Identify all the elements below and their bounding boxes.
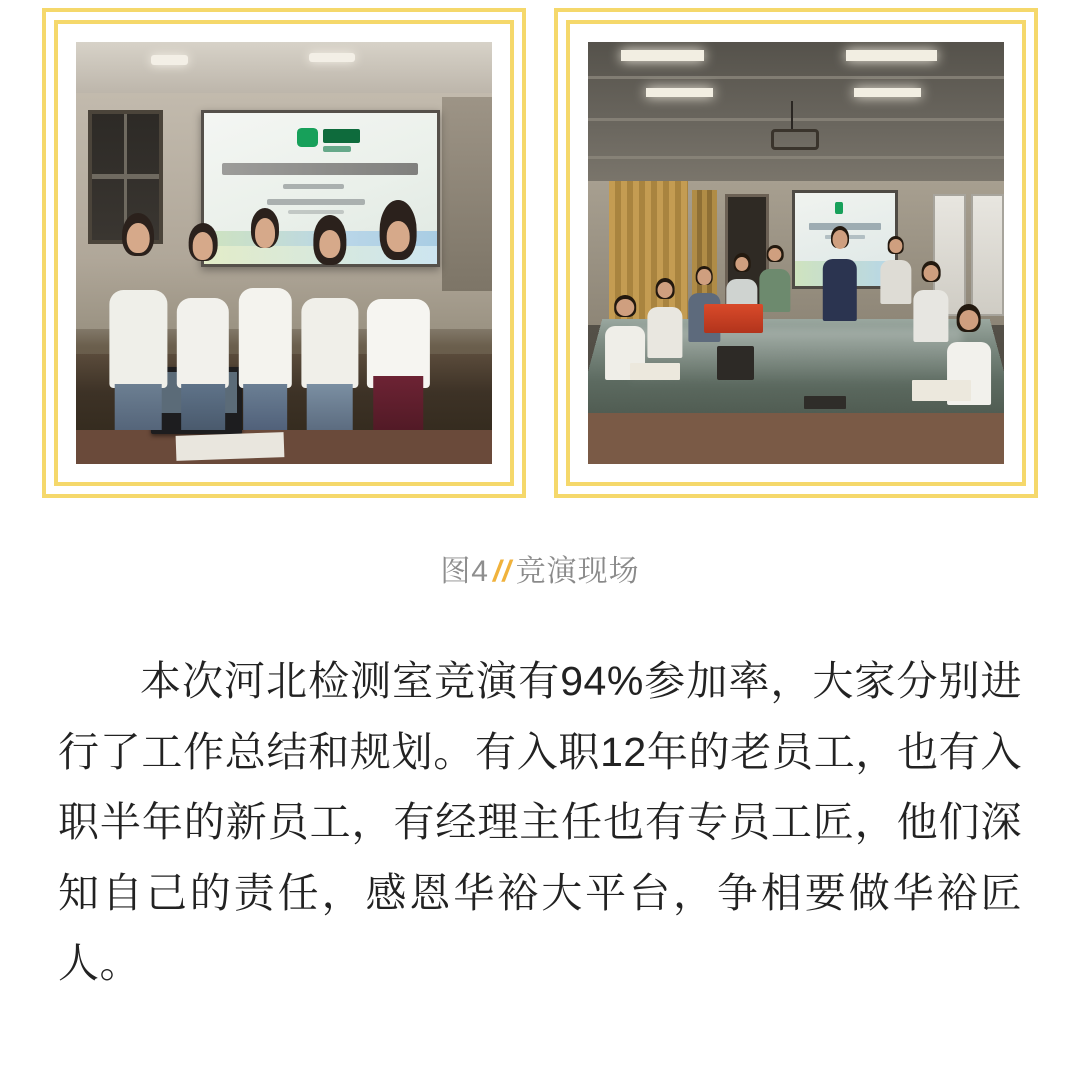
ceiling-light bbox=[646, 88, 713, 96]
ceiling-light bbox=[151, 55, 188, 65]
tissue-box bbox=[717, 346, 754, 380]
attendee bbox=[879, 236, 912, 304]
floor bbox=[588, 413, 1004, 464]
person bbox=[363, 211, 434, 388]
figure-caption bbox=[0, 546, 1080, 590]
presenter bbox=[821, 228, 858, 321]
slide-title bbox=[222, 163, 418, 175]
paper bbox=[912, 380, 970, 401]
attendee bbox=[912, 261, 949, 341]
phone bbox=[804, 396, 846, 409]
company-logo-mark bbox=[835, 202, 843, 214]
air-conditioner bbox=[971, 194, 1004, 316]
caption-label: 图4 bbox=[440, 555, 489, 588]
attendee bbox=[646, 278, 683, 358]
ceiling-grid bbox=[588, 76, 1004, 79]
slide-org bbox=[267, 199, 365, 205]
person bbox=[105, 219, 172, 388]
photo-frame-left bbox=[42, 8, 526, 498]
chandelier bbox=[771, 101, 813, 169]
meeting-room-photo bbox=[588, 42, 1004, 464]
red-box bbox=[704, 304, 762, 334]
article-paragraph: 本次河北检测室竞演有94%参加率，大家分别进行了工作总结和规划。有入职12年的老员工，也有入职半年的新员工，有经理主任也有专员工匠，他们深知自己的责任，感恩华裕大平台，争相要做华裕匠人。 bbox=[58, 658, 1022, 987]
presentation-photo bbox=[76, 42, 492, 464]
caption-text: 竞演现场 bbox=[515, 555, 640, 588]
ceiling-light bbox=[854, 88, 921, 96]
caption-separator: // bbox=[493, 555, 512, 588]
person bbox=[296, 223, 363, 388]
slide-url bbox=[288, 210, 344, 214]
photo-frame-right bbox=[554, 8, 1038, 498]
company-logo-text bbox=[323, 129, 360, 143]
company-logo-mark bbox=[297, 128, 318, 148]
papers bbox=[175, 433, 284, 462]
attendee bbox=[759, 245, 792, 313]
person bbox=[234, 215, 296, 388]
ceiling-light bbox=[621, 50, 704, 60]
figure-row bbox=[0, 0, 1080, 498]
person bbox=[172, 228, 234, 388]
paper bbox=[630, 363, 680, 380]
wall-panel bbox=[442, 97, 492, 291]
ceiling-light bbox=[309, 53, 355, 62]
slide-date bbox=[283, 184, 344, 189]
ceiling-light bbox=[846, 50, 938, 60]
company-logo-pinyin bbox=[323, 146, 351, 152]
ceiling bbox=[76, 42, 492, 95]
